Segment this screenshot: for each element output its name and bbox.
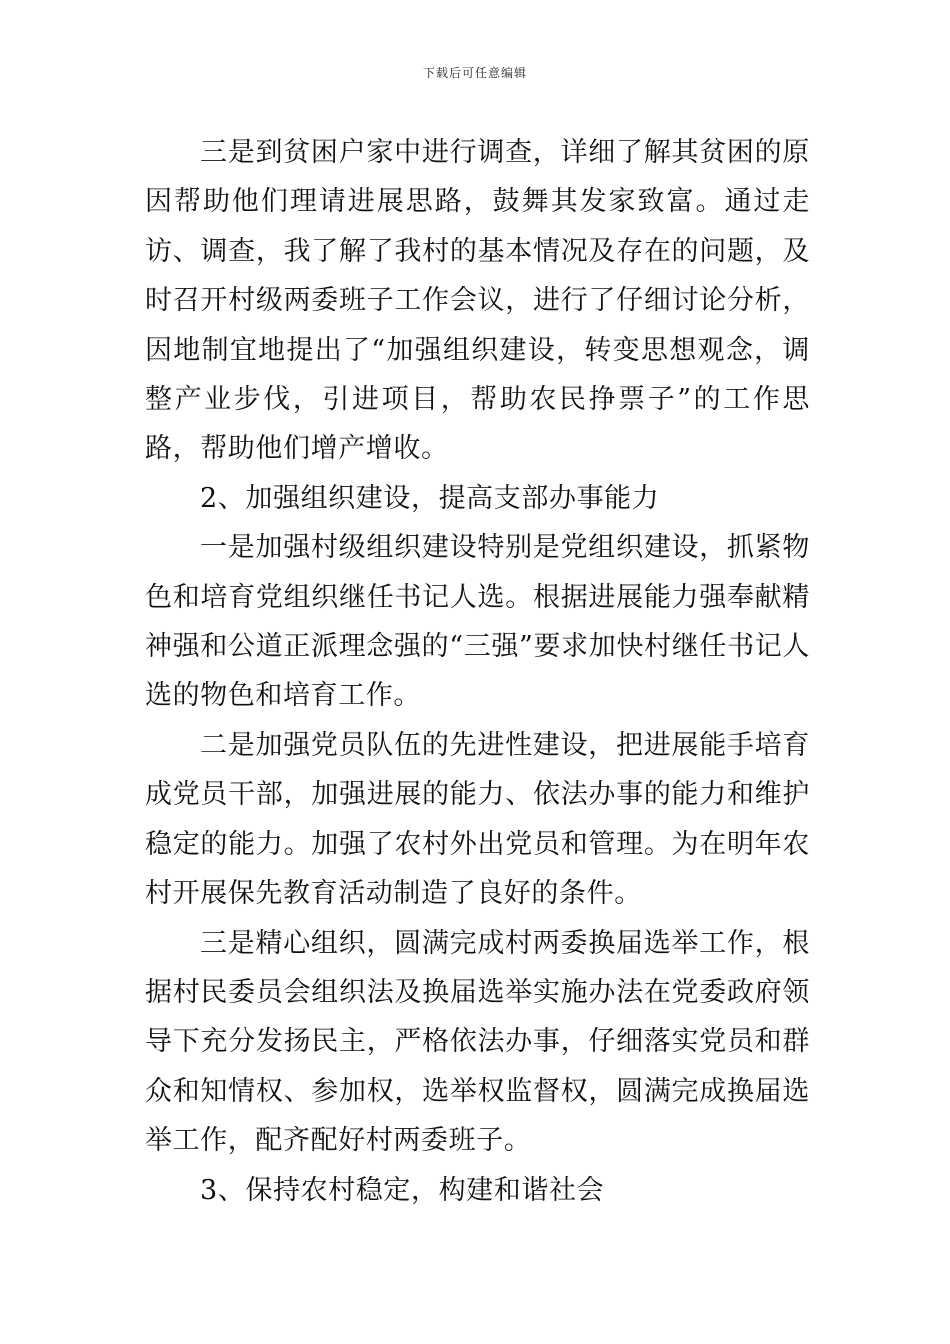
paragraph-party-members: 二是加强党员队伍的先进性建设，把进展能手培育成党员干部，加强进展的能力、依法办事的能力和维护稳定的能力。加强了农村外出党员和管理。为在明年农村开展保先教育活动制造了良好的条件。 — [145, 729, 810, 910]
page-header: 下载后可任意编辑 — [422, 66, 527, 80]
section-heading-3: 3、保持农村稳定，构建和谐社会 — [200, 1174, 605, 1206]
paragraph-poverty-survey: 三是到贫困户家中进行调查，详细了解其贫困的原因帮助他们理请进展思路，鼓舞其发家致富。通过走访、调查，我了解了我村的基本情况及存在的问题，及时召开村级两委班子工作会议，进行了仔细讨论分析，因地制宜地提出了“加强组织建设，转变思想观念，调整产业步伐，引进项目，帮助农民挣票子”的工作思路，帮助他们增产增收。 — [145, 137, 810, 465]
section-heading-2: 2、加强组织建设，提高支部办事能力 — [200, 482, 660, 514]
paragraph-election: 三是精心组织，圆满完成村两委换届选举工作，根据村民委员会组织法及换届选举实施办法在党委政府领导下充分发扬民主，严格依法办事，仔细落实党员和群众和知情权、参加权，选举权监督权，圆满完成换届选举工作，配齐配好村两委班子。 — [145, 927, 810, 1157]
paragraph-organization-building: 一是加强村级组织建设特别是党组织建设，抓紧物色和培育党组织继任书记人选。根据进展能力强奉献精神强和公道正派理念强的“三强”要求加快村继任书记人选的物色和培育工作。 — [145, 532, 810, 712]
document-body — [145, 128, 810, 1215]
